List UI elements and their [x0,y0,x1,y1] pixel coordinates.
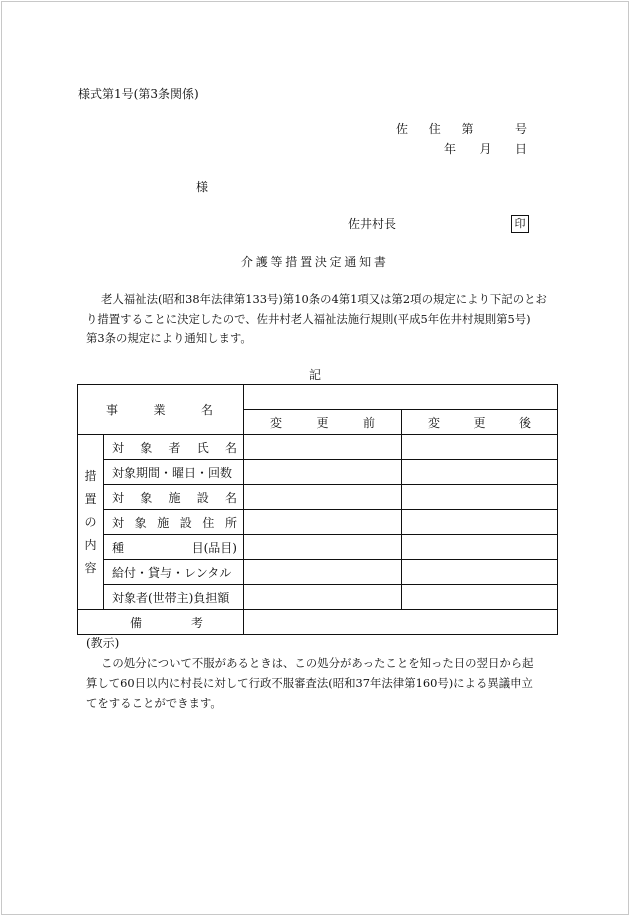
business-name-label: 事 業 名 [78,385,244,435]
ki-heading: 記 [309,368,322,382]
measure-content-label: 措 置 の 内 容 [78,435,104,610]
notice-line-2: 算して60日以内に村長に対して行政不服審査法(昭和37年法律第160号)による異議申立 [86,676,533,690]
document-number: 佐 住 第 号 [396,122,527,136]
remarks-value[interactable] [244,610,558,635]
after-value[interactable] [402,485,558,510]
after-value[interactable] [402,535,558,560]
notice-heading: (教示) [86,636,120,650]
notice-line-3: てをすることができます。 [86,696,222,710]
notice-line-1: この処分について不服があるときは、この処分があったことを知った日の翌日から起 [101,656,534,670]
row-label-item-type: 種 目(品目) [104,535,244,560]
issuer-name: 佐井村長 [348,217,397,231]
before-change-header: 変 更 前 [244,410,402,435]
document-date: 年 月 日 [444,142,527,156]
row-label-burden-amount: 対象者(世帯主)負担額 [104,585,244,610]
decision-table [77,384,558,635]
before-value[interactable] [244,485,402,510]
before-value[interactable] [244,460,402,485]
row-label-subject-name: 対 象 者 氏 名 [104,435,244,460]
body-line-1: 老人福祉法(昭和38年法律第133号)第10条の4第1項又は第2項の規定により下記のとお [101,292,547,306]
after-value[interactable] [402,435,558,460]
seal-mark: 印 [511,215,529,233]
remarks-label: 備 考 [78,610,244,635]
row-label-period: 対象期間・曜日・回数 [104,460,244,485]
after-value[interactable] [402,585,558,610]
body-line-2: り措置することに決定したので、佐井村老人福祉法施行規則(平成5年佐井村規則第5号) [86,312,531,326]
before-value[interactable] [244,560,402,585]
recipient-honorific: 様 [196,180,209,194]
before-value[interactable] [244,585,402,610]
before-value[interactable] [244,435,402,460]
document-title: 介 護 等 措 置 決 定 通 知 書 [241,255,386,269]
business-name-value[interactable] [244,385,558,410]
row-label-benefit-type: 給付・貸与・レンタル [104,560,244,585]
row-label-facility-address: 対 象 施 設 住 所 [104,510,244,535]
before-value[interactable] [244,535,402,560]
form-id: 様式第1号(第3条関係) [78,87,199,101]
row-label-facility-name: 対 象 施 設 名 [104,485,244,510]
after-value[interactable] [402,560,558,585]
after-value[interactable] [402,460,558,485]
body-line-3: 第3条の規定により通知します。 [86,331,252,345]
after-change-header: 変 更 後 [402,410,558,435]
before-value[interactable] [244,510,402,535]
after-value[interactable] [402,510,558,535]
